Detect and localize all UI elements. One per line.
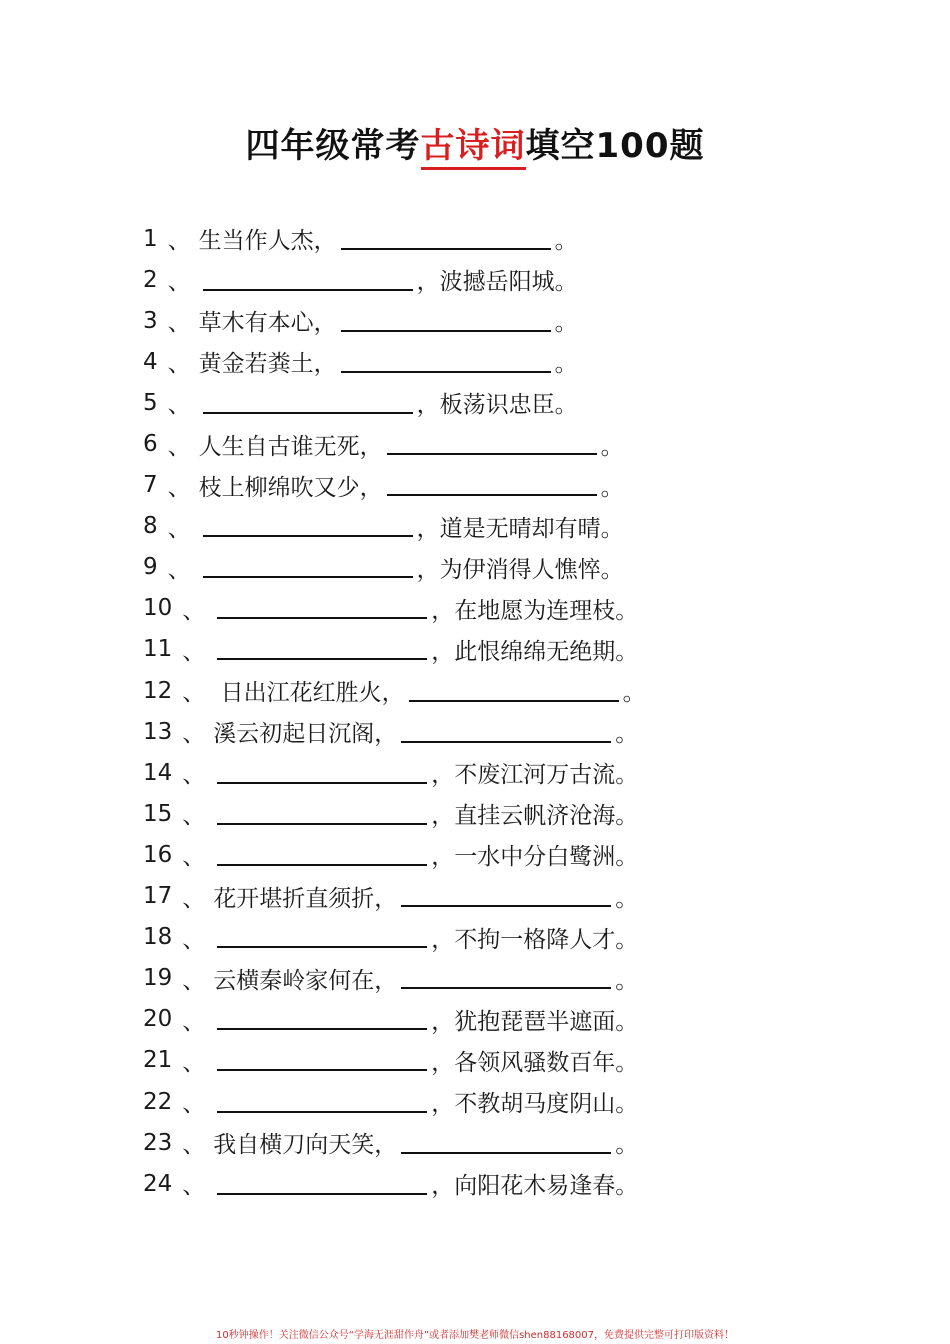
answer-blank[interactable] [387, 429, 597, 455]
question-item [143, 711, 843, 752]
question-item [143, 670, 843, 711]
answer-blank[interactable] [401, 1128, 611, 1154]
poem-line-given: ，向阳花木易逢春。 [431, 1173, 639, 1200]
poem-line-given: 生当作人杰， [198, 228, 337, 255]
question-item [143, 999, 843, 1040]
question-number: 17 [143, 883, 173, 910]
question-number: 23 [143, 1129, 173, 1156]
question-separator: 、 [182, 1008, 206, 1035]
question-item [143, 300, 843, 341]
question-separator: 、 [182, 638, 206, 665]
question-list [143, 218, 843, 1204]
poem-line-given: 。 [600, 433, 624, 460]
poem-line-given: ，道是无晴却有晴。 [416, 515, 624, 542]
question-number: 13 [143, 718, 173, 745]
poem-line-given: ，各领风骚数百年。 [431, 1049, 639, 1076]
question-number: 7 [143, 472, 158, 499]
question-number: 1 [143, 225, 158, 252]
question-number: 21 [143, 1047, 173, 1074]
question-separator: 、 [167, 515, 191, 542]
question-item [143, 958, 843, 999]
answer-blank[interactable] [341, 224, 551, 250]
question-separator: 、 [167, 228, 191, 255]
poem-line-given: 花开堪折直须折， [213, 885, 398, 912]
poem-line-given: ，在地愿为连理枝。 [431, 597, 639, 624]
question-separator: 、 [182, 803, 206, 830]
answer-blank[interactable] [409, 676, 619, 702]
answer-blank[interactable] [401, 717, 611, 743]
poem-line-given: 黄金若粪土， [198, 351, 337, 378]
answer-blank[interactable] [387, 470, 597, 496]
question-item [143, 629, 843, 670]
page-title [0, 118, 950, 167]
question-number: 12 [143, 677, 173, 704]
poem-line-given: 。 [554, 310, 578, 337]
answer-blank[interactable] [217, 799, 427, 825]
question-item [143, 506, 843, 547]
poem-line-given: ，一水中分白鹭洲。 [431, 844, 639, 871]
question-number: 20 [143, 1006, 173, 1033]
poem-line-given: 。 [554, 351, 578, 378]
question-item [143, 423, 843, 464]
question-item [143, 1040, 843, 1081]
question-separator: 、 [182, 1132, 206, 1159]
poem-line-given: 。 [615, 885, 639, 912]
poem-line-given: 枝上柳绵吹又少， [198, 474, 383, 501]
question-number: 9 [143, 554, 158, 581]
question-number: 10 [143, 595, 173, 622]
answer-blank[interactable] [217, 758, 427, 784]
question-item [143, 547, 843, 588]
question-number: 2 [143, 266, 158, 293]
question-item [143, 588, 843, 629]
question-separator: 、 [182, 967, 206, 994]
poem-line-given: ，此恨绵绵无绝期。 [431, 638, 639, 665]
poem-line-given: 。 [615, 1132, 639, 1159]
question-number: 22 [143, 1088, 173, 1115]
question-separator: 、 [182, 1091, 206, 1118]
question-item [143, 876, 843, 917]
answer-blank[interactable] [341, 306, 551, 332]
answer-blank[interactable] [217, 1169, 427, 1195]
question-number: 14 [143, 759, 173, 786]
poem-line-given: ，为伊消得人憔悴。 [416, 556, 624, 583]
title-suffix: 填空100题 [525, 126, 705, 166]
question-separator: 、 [182, 680, 206, 707]
poem-line-given: 。 [615, 967, 639, 994]
answer-blank[interactable] [341, 347, 551, 373]
poem-line-given: 。 [554, 228, 578, 255]
answer-blank[interactable] [217, 593, 427, 619]
poem-line-given: 溪云初起日沉阁， [213, 721, 398, 748]
poem-line-given: 云横秦岭家何在， [213, 967, 398, 994]
poem-line-given: ，波撼岳阳城。 [416, 269, 578, 296]
question-item [143, 793, 843, 834]
question-item [143, 259, 843, 300]
question-number: 18 [143, 924, 173, 951]
question-separator: 、 [182, 762, 206, 789]
question-separator: 、 [167, 556, 191, 583]
answer-blank[interactable] [217, 1087, 427, 1113]
question-item [143, 1122, 843, 1163]
poem-line-given: 。 [600, 474, 624, 501]
poem-line-given: ，不废江河万古流。 [431, 762, 639, 789]
poem-line-given: 。 [622, 680, 646, 707]
question-number: 4 [143, 348, 158, 375]
poem-line-given: 日出江花红胜火， [213, 680, 405, 707]
question-number: 24 [143, 1170, 173, 1197]
question-item [143, 218, 843, 259]
poem-line-given: 草木有本心， [198, 310, 337, 337]
question-item [143, 465, 843, 506]
title-highlight: 古诗词 [421, 126, 526, 170]
poem-line-given: 人生自古谁无死， [198, 433, 383, 460]
answer-blank[interactable] [217, 1004, 427, 1030]
question-separator: 、 [167, 351, 191, 378]
answer-blank[interactable] [203, 511, 413, 537]
question-separator: 、 [167, 474, 191, 501]
question-item [143, 341, 843, 382]
answer-blank[interactable] [203, 388, 413, 414]
question-separator: 、 [182, 885, 206, 912]
question-separator: 、 [167, 392, 191, 419]
question-separator: 、 [167, 433, 191, 460]
answer-blank[interactable] [217, 1045, 427, 1071]
poem-line-given: ，直挂云帆济沧海。 [431, 803, 639, 830]
answer-blank[interactable] [401, 963, 611, 989]
question-separator: 、 [182, 1173, 206, 1200]
poem-line-given: ，犹抱琵琶半遮面。 [431, 1008, 639, 1035]
question-separator: 、 [182, 844, 206, 871]
question-number: 15 [143, 800, 173, 827]
question-item [143, 1163, 843, 1204]
question-number: 5 [143, 389, 158, 416]
title-prefix: 四年级常考 [245, 126, 421, 166]
question-number: 19 [143, 965, 173, 992]
answer-blank[interactable] [217, 634, 427, 660]
question-item [143, 917, 843, 958]
poem-line-given: 。 [615, 721, 639, 748]
poem-line-given: ，板荡识忠臣。 [416, 392, 578, 419]
question-number: 8 [143, 513, 158, 540]
answer-blank[interactable] [217, 840, 427, 866]
question-separator: 、 [182, 721, 206, 748]
answer-blank[interactable] [401, 881, 611, 907]
question-item [143, 382, 843, 423]
question-number: 11 [143, 636, 173, 663]
question-number: 6 [143, 431, 158, 458]
question-separator: 、 [182, 1049, 206, 1076]
answer-blank[interactable] [203, 265, 413, 291]
question-separator: 、 [182, 597, 206, 624]
footer-note: 10秒钟操作！关注微信公众号“学海无涯甜作舟”或者添加樊老师微信shen88168007，免费提供完整可打印版资料！ [215, 1330, 735, 1341]
poem-line-given: 我自横刀向天笑， [213, 1132, 398, 1159]
poem-line-given: ，不拘一格降人才。 [431, 926, 639, 953]
question-separator: 、 [167, 269, 191, 296]
question-item [143, 752, 843, 793]
question-separator: 、 [182, 926, 206, 953]
answer-blank[interactable] [203, 552, 413, 578]
question-item [143, 1081, 843, 1122]
question-number: 16 [143, 841, 173, 868]
poem-line-given: ，不教胡马度阴山。 [431, 1091, 639, 1118]
question-item [143, 834, 843, 875]
question-separator: 、 [167, 310, 191, 337]
question-number: 3 [143, 307, 158, 334]
answer-blank[interactable] [217, 922, 427, 948]
